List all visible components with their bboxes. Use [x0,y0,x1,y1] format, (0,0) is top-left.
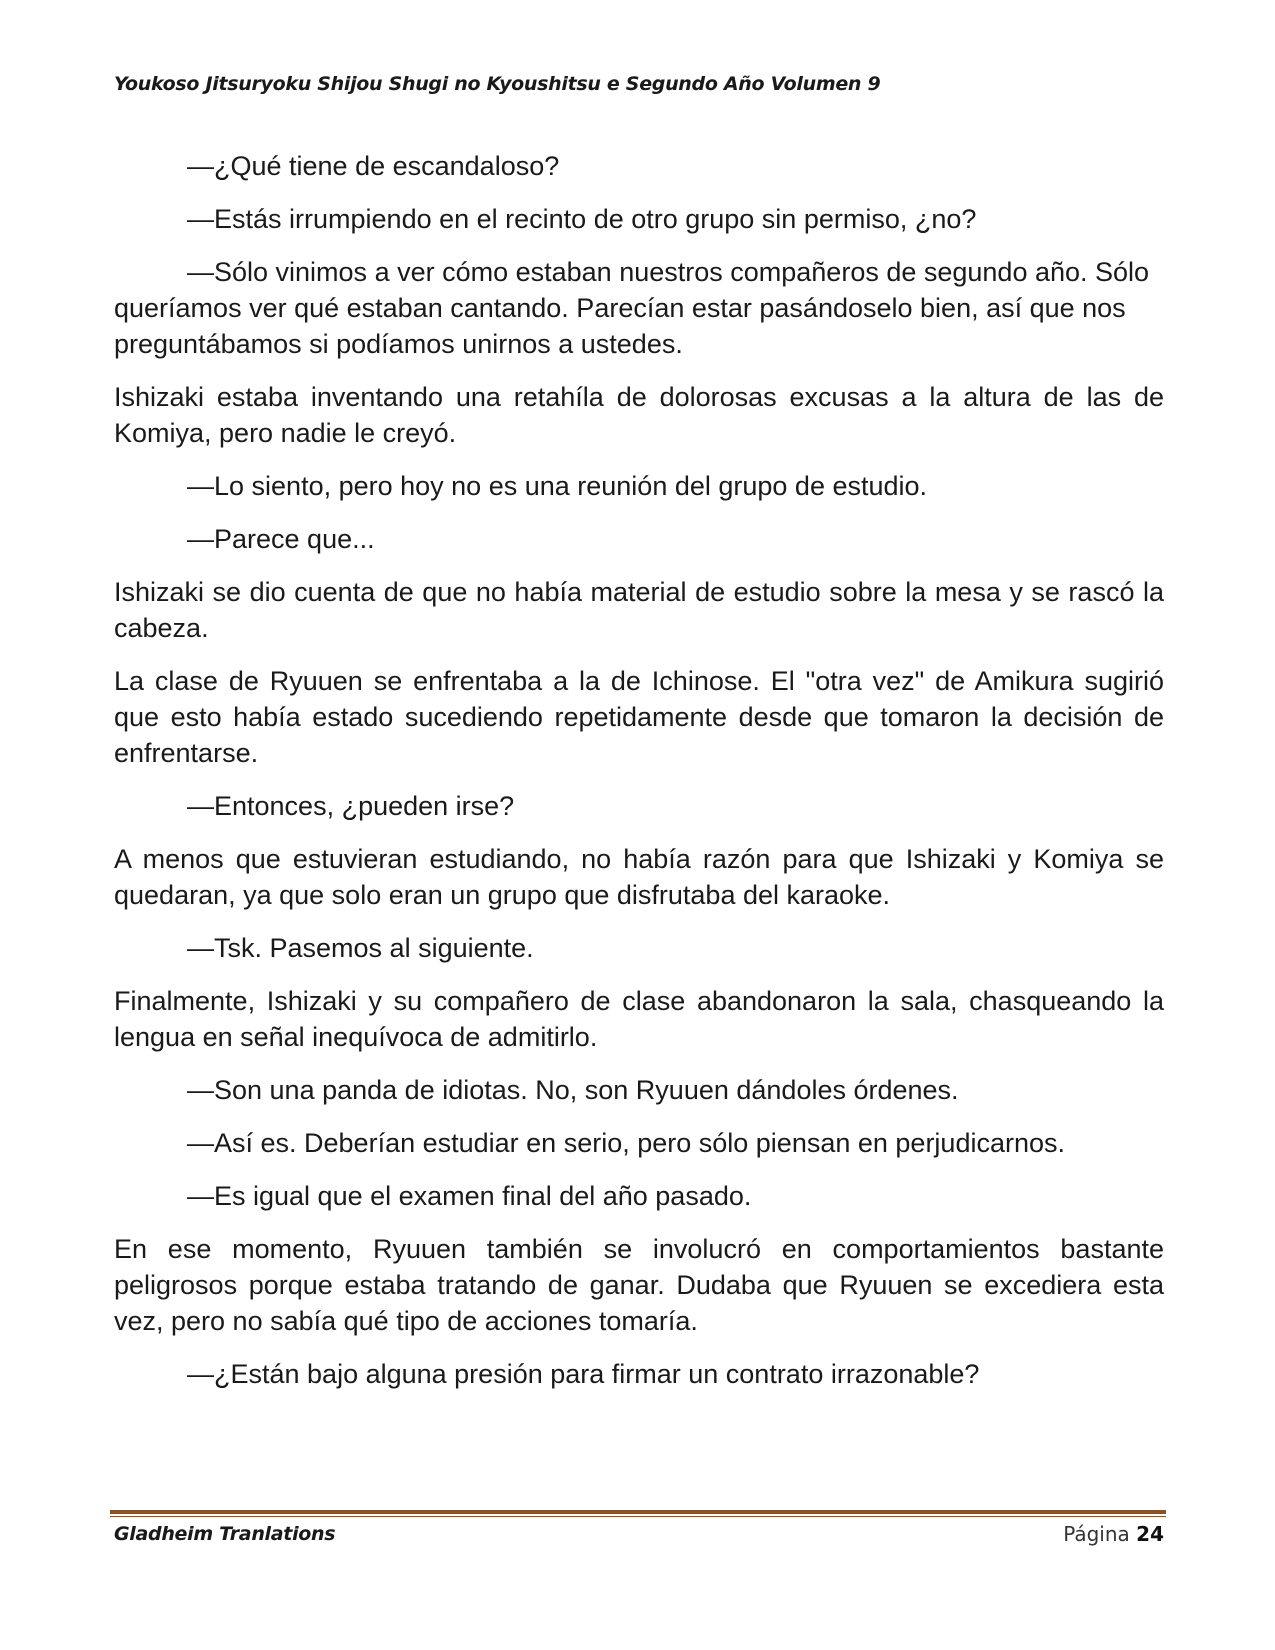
running-header: Youkoso Jitsuryoku Shijou Shugi no Kyoushitsu e Segundo Año Volumen 9 [114,73,881,95]
paragraph: Ishizaki estaba inventando una retahíla de dolorosas excusas a la altura de las de Komiya, pero nadie le creyó. [114,382,1164,448]
footer-rule [110,1510,1166,1514]
paragraph: —Así es. Deberían estudiar en serio, pero sólo piensan en perjudicarnos. [187,1128,1066,1158]
paragraph: —¿Están bajo alguna presión para firmar un contrato irrazonable? [187,1359,980,1389]
paragraph: Finalmente, Ishizaki y su compañero de clase abandonaron la sala, chasqueando la lengua en señal inequívoca de admitirlo. [114,986,1164,1052]
paragraph: La clase de Ryuuen se enfrentaba a la de Ichinose. El "otra vez" de Amikura sugirió que esto había estado sucediendo repetidamente desde que tomaron la decisión de enfrentarse. [114,666,1164,768]
paragraph: Ishizaki se dio cuenta de que no había material de estudio sobre la mesa y se rascó la cabeza. [114,577,1164,643]
paragraph: —Parece que... [187,524,375,554]
paragraph: En ese momento, Ryuuen también se involucró en comportamientos bastante peligrosos porque estaba tratando de ganar. Dudaba que Ryuuen se excediera esta vez, pero no sabía qué tipo de acciones tomaría. [114,1234,1164,1336]
paragraph: —Estás irrumpiendo en el recinto de otro grupo sin permiso, ¿no? [187,204,977,234]
paragraph: —Lo siento, pero hoy no es una reunión del grupo de estudio. [187,471,928,501]
page-number: 24 [1136,1522,1164,1546]
paragraph: —Es igual que el examen final del año pasado. [187,1181,752,1211]
page-label: Página [1063,1522,1130,1546]
page-body [114,148,1164,1409]
paragraph: —Son una panda de idiotas. No, son Ryuuen dándoles órdenes. [187,1075,959,1105]
paragraph: —Sólo vinimos a ver cómo estaban nuestros compañeros de segundo año. Sólo queríamos ver qué estaban cantando. Parecían estar pasándoselo bien, así que nos preguntábamos si podíamos unirnos a ustedes. [114,257,1150,359]
page-number-block [1063,1522,1164,1546]
paragraph: —Entonces, ¿pueden irse? [187,791,515,821]
paragraph: A menos que estuvieran estudiando, no había razón para que Ishizaki y Komiya se quedaran, ya que solo eran un grupo que disfrutaba del karaoke. [114,844,1164,910]
footer-credit: Gladheim Tranlations [114,1523,336,1545]
paragraph: —Tsk. Pasemos al siguiente. [187,933,534,963]
paragraph: —¿Qué tiene de escandaloso? [187,151,560,181]
footer-rule-thin [110,1516,1166,1517]
